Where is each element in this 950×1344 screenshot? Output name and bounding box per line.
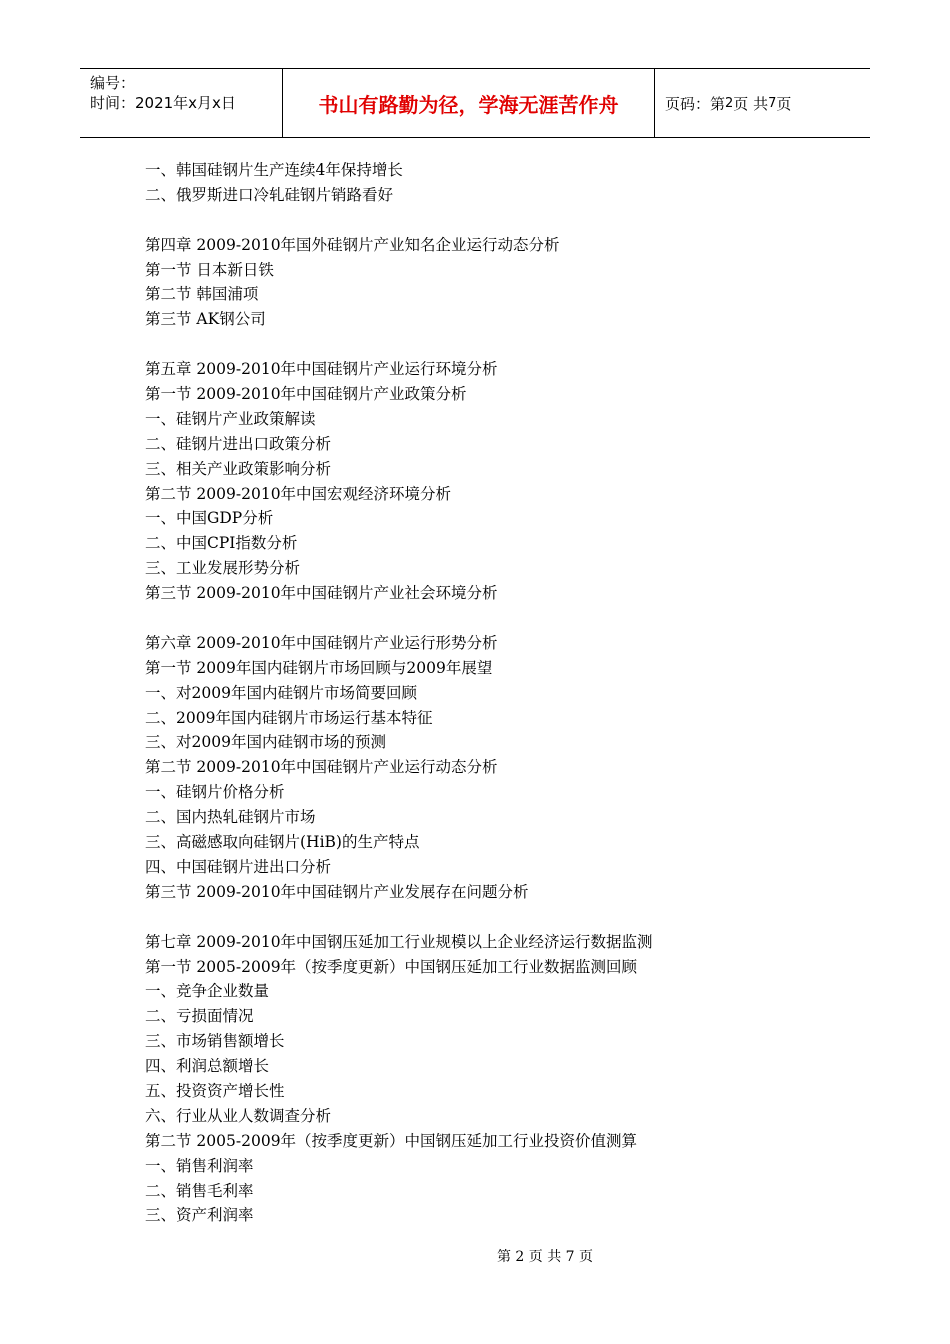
toc-line: 第二节 2009-2010年中国宏观经济环境分析 (145, 484, 452, 503)
toc-line: 二、硅钢片进出口政策分析 (145, 434, 332, 453)
toc-line: 第五章 2009-2010年中国硅钢片产业运行环境分析 (145, 360, 498, 379)
toc-line: 第三节 2009-2010年中国硅钢片产业社会环境分析 (145, 584, 498, 603)
toc-line: 三、高磁感取向硅钢片(HiB)的生产特点 (145, 833, 420, 852)
toc-line: 二、中国CPI指数分析 (145, 534, 298, 553)
toc-line: 第一节 2009年国内硅钢片市场回顾与2009年展望 (145, 658, 493, 677)
toc-line: 一、销售利润率 (145, 1156, 254, 1175)
toc-line: 第一节 2009-2010年中国硅钢片产业政策分析 (145, 385, 467, 404)
motto: 书山有路勤为径，学海无涯苦作舟 (282, 69, 655, 137)
toc-line: 第二节 2005-2009年（按季度更新）中国钢压延加工行业投资价值测算 (145, 1131, 638, 1150)
toc-line: 三、对2009年国内硅钢市场的预测 (145, 733, 386, 752)
toc-line: 五、投资资产增长性 (145, 1081, 285, 1100)
toc-line: 三、相关产业政策影响分析 (145, 459, 332, 478)
toc-line: 一、对2009年国内硅钢片市场简要回顾 (145, 683, 417, 702)
toc-line: 二、俄罗斯进口冷轧硅钢片销路看好 (145, 185, 394, 204)
blank-line (145, 332, 845, 357)
toc-line: 二、2009年国内硅钢片市场运行基本特征 (145, 708, 433, 727)
toc-line: 一、韩国硅钢片生产连续4年保持增长 (145, 161, 403, 179)
toc-line: 第一节 日本新日铁 (145, 260, 274, 279)
toc-line: 一、硅钢片价格分析 (145, 783, 285, 802)
toc-line: 一、硅钢片产业政策解读 (145, 409, 316, 428)
toc-line: 第四章 2009-2010年国外硅钢片产业知名企业运行动态分析 (145, 235, 560, 254)
page-header (80, 68, 870, 138)
time-label: 时间：2021年x月x日 (90, 94, 236, 112)
toc-line: 一、竞争企业数量 (145, 982, 270, 1001)
toc-line: 第六章 2009-2010年中国硅钢片产业运行形势分析 (145, 633, 498, 652)
toc-line: 三、资产利润率 (145, 1206, 254, 1225)
toc-line: 第三节 2009-2010年中国硅钢片产业发展存在问题分析 (145, 882, 529, 901)
toc-line: 二、销售毛利率 (145, 1181, 254, 1200)
toc-line: 三、市场销售额增长 (145, 1032, 285, 1051)
toc-line: 第一节 2005-2009年（按季度更新）中国钢压延加工行业数据监测回顾 (145, 957, 638, 976)
page-end: 页 (776, 94, 792, 113)
page-label: 页码：第 (665, 94, 726, 113)
toc-line: 三、工业发展形势分析 (145, 559, 301, 578)
toc-line: 第三节 AK钢公司 (145, 310, 266, 329)
blank-line (145, 606, 845, 631)
page-footer: 第 2 页 共 7 页 (496, 1249, 594, 1265)
toc-line: 二、国内热轧硅钢片市场 (145, 808, 316, 827)
header-left-cell (80, 69, 282, 137)
blank-line (145, 905, 845, 930)
blank-line (145, 208, 845, 233)
toc-line: 二、亏损面情况 (145, 1007, 254, 1026)
toc-content (145, 158, 845, 1228)
page-indicator (655, 69, 870, 137)
toc-line: 第二节 2009-2010年中国硅钢片产业运行动态分析 (145, 758, 498, 777)
page-total: 7 (768, 95, 777, 111)
toc-line: 四、中国硅钢片进出口分析 (145, 857, 332, 876)
toc-line: 四、利润总额增长 (145, 1057, 270, 1076)
toc-line: 第七章 2009-2010年中国钢压延加工行业规模以上企业经济运行数据监测 (145, 932, 653, 951)
toc-line: 六、行业从业人数调查分析 (145, 1106, 332, 1125)
toc-line: 一、中国GDP分析 (145, 509, 274, 528)
code-label: 编号： (90, 74, 136, 92)
toc-line: 第二节 韩国浦项 (145, 285, 259, 304)
page-mid: 页 共 (733, 94, 769, 113)
page-number: 2 (725, 95, 734, 111)
